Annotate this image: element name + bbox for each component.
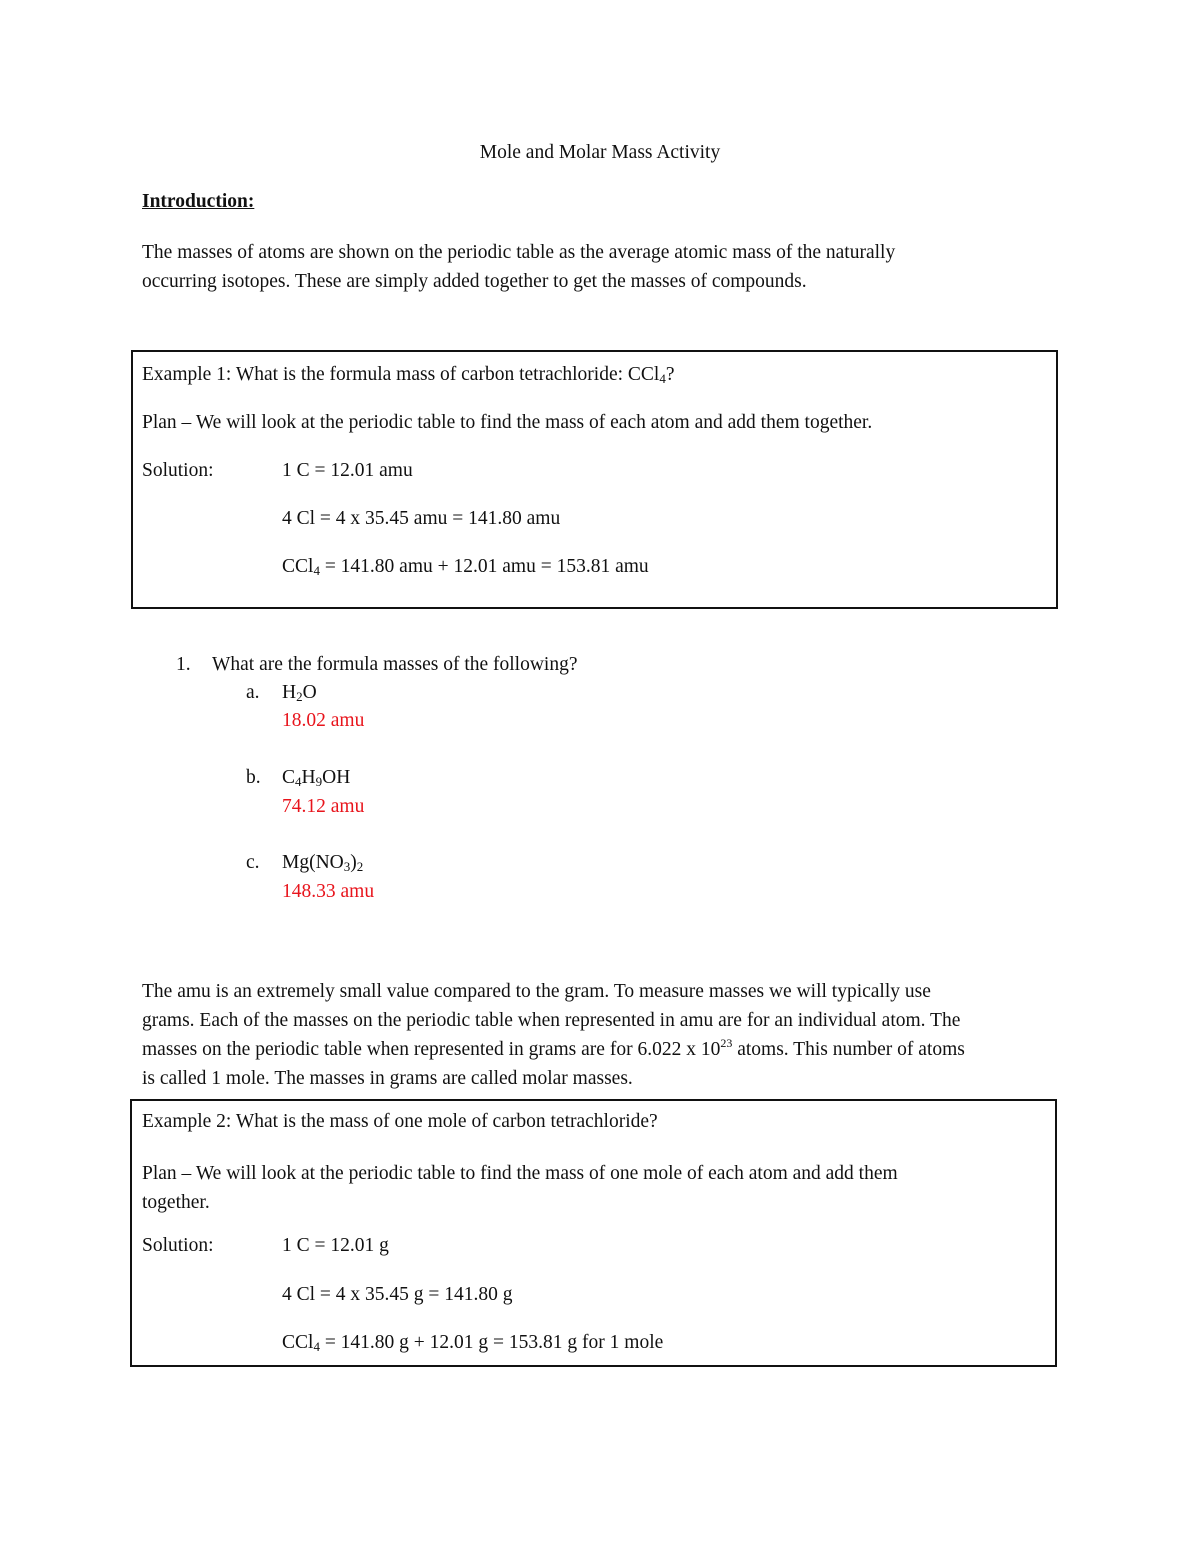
example-2-solution-label: Solution: [142,1235,214,1256]
paragraph-line: is called 1 mole. The masses in grams are called molar masses. [142,1068,633,1089]
question-1-number: 1. [176,654,191,675]
question-item-formula: $H_2O$ [282,682,317,704]
page-title: Mole and Molar Mass Activity [479,142,721,163]
example-2-plan: Plan – We will look at the periodic table to find the mass of one mole of each atom and add them together. [142,1163,898,1213]
example-2-box [130,1099,1057,1367]
paragraph-line: masses on the periodic table when represented in grams are for 6.022 x $10^{23}$ atoms. This number of atoms [142,1036,965,1060]
example-2-step-3: CCl$_4$ = 141.80 g + 12.01 g = 153.81 g for 1 mole [282,1332,664,1354]
example-1-solution-label: Solution: [142,460,214,481]
question-item-answer: 74.12 amu [282,796,365,817]
example-1-question: Example 1: What is the formula mass of carbon tetrachloride: CCl$_4$? [142,364,675,386]
question-item-answer: 148.33 amu [282,881,375,902]
example-2-question: Example 2: What is the mass of one mole of carbon tetrachloride? [142,1111,658,1132]
question-item-formula: $C_4H_9OH$ [282,767,351,789]
section-heading: Introduction: [142,191,255,212]
example-2-step-1: 1 C = 12.01 g [282,1235,389,1256]
question-1-text: What are the formula masses of the following? [212,654,578,675]
intro-line: The masses of atoms are shown on the periodic table as the average atomic mass of the naturally [142,242,896,263]
question-item-formula: $Mg(NO_3)_2$ [282,852,364,874]
question-item-letter: c. [246,852,260,873]
example-1-step-1: 1 C = 12.01 amu [282,460,413,481]
intro-line: occurring isotopes. These are simply added together to get the masses of compounds. [142,271,807,292]
example-2-step-2: 4 Cl = 4 x 35.45 g = 141.80 g [282,1284,513,1305]
example-1-plan: Plan – We will look at the periodic table to find the mass of each atom and add them together. [142,412,873,433]
mole-paragraph [142,977,965,1093]
question-item-letter: b. [246,767,261,788]
example-1-step-3: CCl$_4$ = 141.80 amu + 12.01 amu = 153.81 amu [282,556,649,578]
paragraph-line: The amu is an extremely small value compared to the gram. To measure masses we will typically use [142,981,931,1002]
question-item-letter: a. [246,682,260,703]
intro-paragraph [142,238,895,296]
example-1-step-2: 4 Cl = 4 x 35.45 amu = 141.80 amu [282,508,561,529]
question-item-answer: 18.02 amu [282,710,365,731]
paragraph-line: grams. Each of the masses on the periodic table when represented in amu are for an individual atom. The [142,1010,961,1031]
